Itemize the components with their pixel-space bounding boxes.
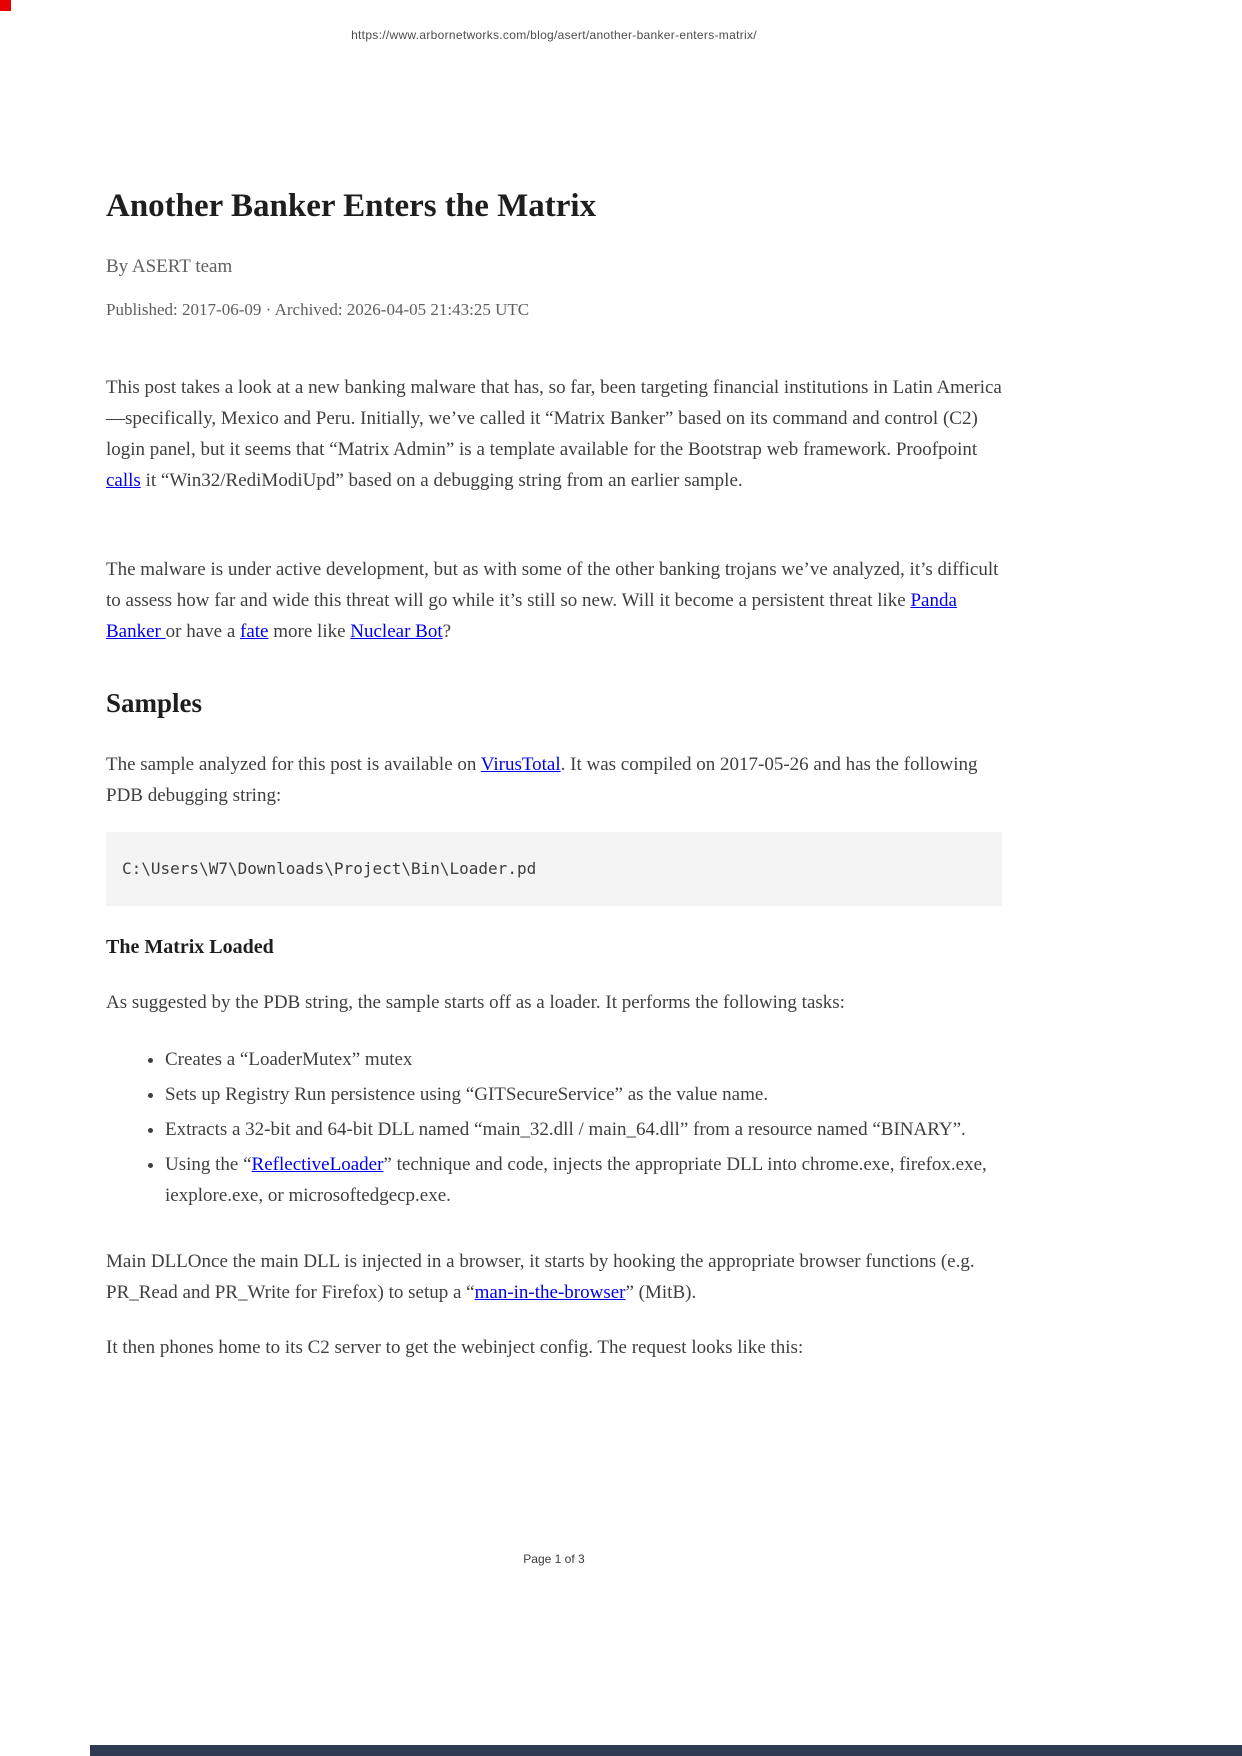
cutoff-next-element-bar (90, 1745, 1242, 1756)
task-list-item (165, 1114, 1002, 1145)
inline-link[interactable]: man-in-the-browser (474, 1282, 626, 1303)
inline-link[interactable]: calls (106, 470, 141, 491)
text-run: ” (MitB). (625, 1282, 697, 1303)
article-title: Another Banker Enters the Matrix (106, 188, 597, 224)
text-run: . It was compiled on 2017-05-26 and has the following PDB debugging string: (106, 754, 978, 806)
text-run: or have a (165, 621, 241, 642)
paragraph-main-dll (106, 1246, 1002, 1308)
text-run: Using the “ (165, 1154, 252, 1175)
text-run: The sample analyzed for this post is available on (106, 754, 481, 775)
article-meta-published-archived: Published: 2017-06-09 · Archived: 2026-04-05 21:43:25 UTC (106, 300, 530, 319)
task-list-item (165, 1079, 1002, 1110)
inline-link[interactable]: ReflectiveLoader (251, 1154, 384, 1175)
text-run: Extracts a 32-bit and 64-bit DLL named “main_32.dll / main_64.dll” from a resource named “BINARY”. (165, 1119, 966, 1140)
samples-heading: Samples (106, 688, 203, 718)
matrix-loaded-heading: The Matrix Loaded (106, 936, 274, 958)
source-url: https://www.arbornetworks.com/blog/asert/another-banker-enters-matrix/ (351, 28, 757, 42)
text-run: more like (268, 621, 351, 642)
paragraph-intro (106, 372, 1002, 496)
inline-link[interactable]: Panda Banker (106, 590, 957, 642)
inline-link[interactable]: Nuclear Bot (350, 621, 443, 642)
text-run: Main DLLOnce the main DLL is injected in a browser, it starts by hooking the appropriate browser functions (e.g. PR_Read and PR_Write for Firefox) to setup a “ (106, 1251, 975, 1303)
text-run: ? (442, 621, 452, 642)
task-list-item (165, 1044, 1002, 1075)
paragraph-phone-home: It then phones home to its C2 server to get the webinject config. The request looks like this: (106, 1337, 804, 1358)
inline-link[interactable]: fate (240, 621, 269, 642)
paragraph-loader-tasks-intro: As suggested by the PDB string, the sample starts off as a loader. It performs the following tasks: (106, 992, 845, 1013)
pdb-string-code-block: C:\Users\W7\Downloads\Project\Bin\Loader.pd (106, 832, 1002, 906)
inline-link[interactable]: VirusTotal (480, 754, 561, 775)
red-corner-marker (0, 0, 11, 11)
article-byline: By ASERT team (106, 256, 233, 277)
text-run: ” technique and code, injects the appropriate DLL into chrome.exe, firefox.exe, iexplore.exe, or microsoftedgecp.exe. (165, 1154, 987, 1206)
text-run: Sets up Registry Run persistence using “GITSecureService” as the value name. (165, 1084, 769, 1105)
paragraph-sample-info (106, 749, 1002, 811)
loader-task-list (106, 1044, 1002, 1215)
task-list-item (165, 1149, 1002, 1211)
text-run: This post takes a look at a new banking malware that has, so far, been targeting financial institutions in Latin America—specifically, Mexico and Peru. Initially, we’ve called it “Matrix Banker” based on its command and control (C2) login panel, but it seems that “Matrix Admin” is a template available for the Bootstrap web framework. Proofpoint (106, 377, 1002, 460)
paragraph-threat-outlook (106, 554, 1002, 647)
text-run: Creates a “LoaderMutex” mutex (165, 1049, 413, 1070)
text-run: it “Win32/RediModiUpd” based on a debugging string from an earlier sample. (140, 470, 743, 491)
text-run: The malware is under active development, but as with some of the other banking trojans we’ve analyzed, it’s difficult to assess how far and wide this threat will go while it’s still so new. Will it become a persistent threat like (106, 559, 999, 611)
page-number-footer: Page 1 of 3 (523, 1552, 585, 1566)
